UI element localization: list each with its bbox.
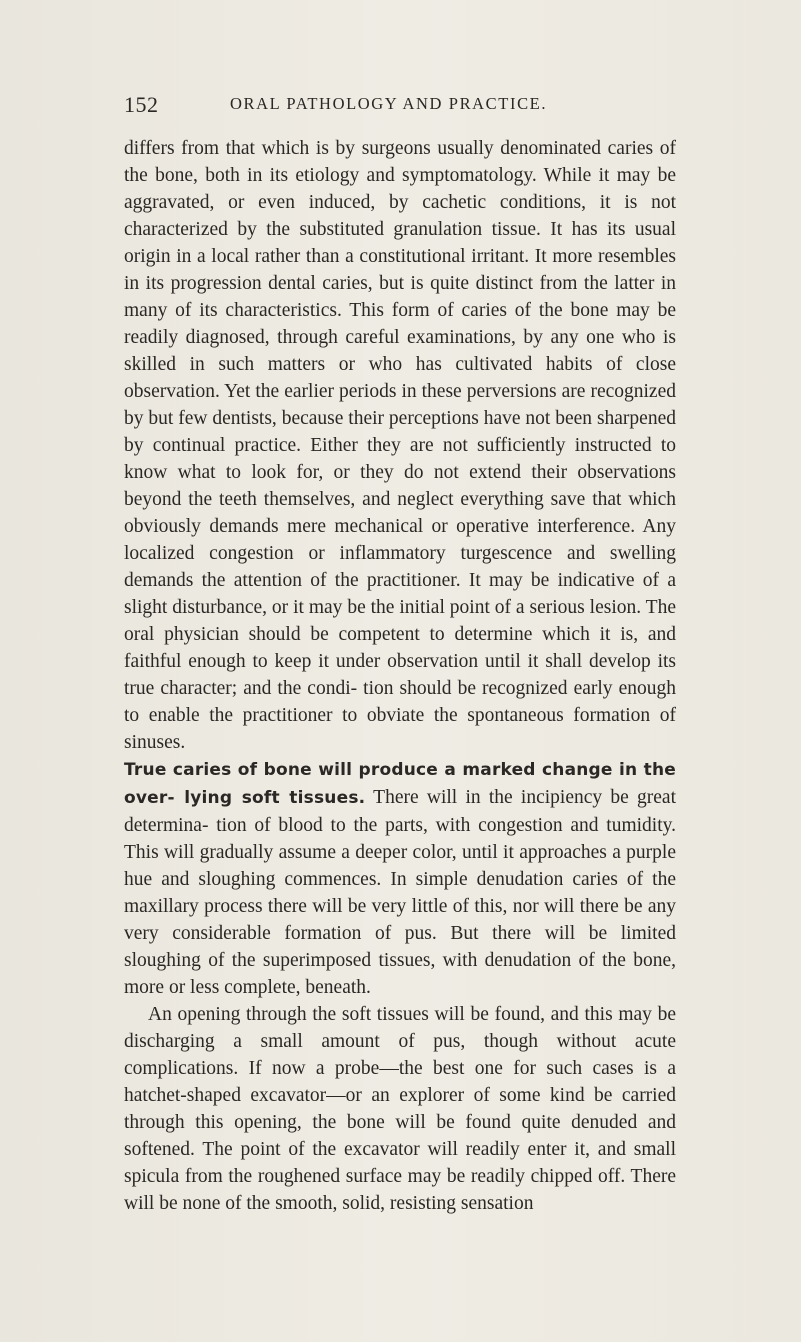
running-head	[124, 92, 684, 122]
running-title: ORAL PATHOLOGY AND PRACTICE.	[230, 94, 548, 113]
body-text	[124, 135, 676, 1217]
paragraph-2-text: There will in the incipiency be great determina- tion of blood to the parts, with congestion and tumidity. This will gradually assume a deeper color, until it approaches a purple hue and sloughing commences. In simple denudation caries of the maxillary process there will be very little of this, nor will there be any very considerable formation of pus. But there will be limited sloughing of the superimposed tissues, with denudation of the bone, more or less complete, beneath.	[124, 787, 676, 998]
run-in-heading: True caries of bone will produce a marked change in the over- lying soft tissues.	[124, 760, 676, 808]
paragraph-3: An opening through the soft tissues will be found, and this may be discharging a small amount of pus, though without acute complications. If now a probe—the best one for such cases is a hatchet-shaped excavator—or an explorer of some kind be carried through this opening, the bone will be found quite denuded and softened. The point of the excavator will readily enter it, and small spicula from the roughened surface may be readily chipped off. There will be none of the smooth, solid, resisting sensation	[124, 1004, 676, 1214]
paragraph-1: differs from that which is by surgeons usually denominated caries of the bone, both in its etiology and symptomatology. While it may be aggravated, or even induced, by cachetic conditions, it is not characterized by the substituted granulation tissue. It has its usual origin in a local rather than a constitutional irritant. It more resembles in its progression dental caries, but is quite distinct from the latter in many of its characteristics. This form of caries of the bone may be readily diagnosed, through careful examinations, by any one who is skilled in such matters or who has cultivated habits of close observation. Yet the earlier periods in these perversions are recognized by but few dentists, because their perceptions have not been sharpened by continual practice. Either they are not sufficiently instructed to know what to look for, or they do not extend their observations beyond the teeth themselves, and neglect everything save that which obviously demands mere mechanical or operative interference. Any localized congestion or inflammatory turgescence and swelling demands the attention of the practitioner. It may be indicative of a slight disturbance, or it may be the initial point of a serious lesion. The oral physician should be competent to determine which it is, and faithful enough to keep it under observation until it shall develop its true character; and the condi- tion should be recognized early enough to enable the practitioner to obviate the spontaneous formation of sinuses.	[124, 138, 676, 753]
paragraph-2	[124, 756, 676, 1001]
page-number: 152	[124, 92, 159, 117]
